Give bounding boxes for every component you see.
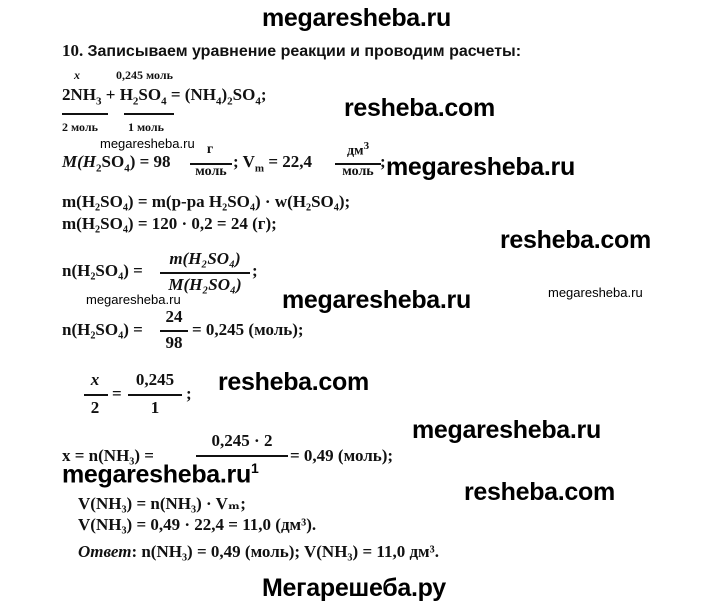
product: = $(NH_4)_2SO_4$; bbox=[170, 85, 267, 108]
proportion-den: 1 bbox=[150, 398, 160, 417]
equation-above-mol: 0,245 моль bbox=[116, 68, 173, 82]
volume-line-1: V(NH₃) = n(NH₃) · Vₘ; bbox=[78, 494, 246, 513]
answer-text: : n(NH₃) = 0,49 (моль); V(NH₃) = 11,0 дм³. bbox=[131, 542, 439, 561]
problem-number: 10. bbox=[62, 41, 84, 60]
proportion-x: x bbox=[90, 370, 100, 389]
problem-intro bbox=[62, 41, 521, 61]
final-lhs: x = n(NH₃) = bbox=[62, 446, 154, 465]
watermark-megaresheba-3: megaresheba.ru bbox=[412, 416, 601, 444]
molar-mass-value: = 98 bbox=[139, 152, 171, 171]
watermark-megaresheba-4: $megaresheba.ru^1$ bbox=[62, 460, 259, 489]
equation-above-x: x bbox=[74, 68, 80, 82]
problem-intro-text: Записываем уравнение реакции и проводим расчеты: bbox=[87, 43, 522, 60]
watermark-megaresheba-4-suffix: 1 bbox=[250, 460, 259, 476]
watermark-megaresheba-small-1: megaresheba.ru bbox=[100, 136, 195, 151]
molar-line-end: ; bbox=[380, 152, 386, 171]
molar-volume-line: ; $V_m = 22,4$ bbox=[233, 152, 312, 175]
proportion-left-bar bbox=[84, 394, 108, 396]
underline-h2so4 bbox=[124, 113, 174, 115]
final-result: = 0,49 (моль); bbox=[290, 446, 394, 465]
watermark-resheba-2: resheba.com bbox=[500, 226, 651, 254]
watermark-megaresheba-2: megaresheba.ru bbox=[282, 286, 471, 314]
watermark-resheba-1: resheba.com bbox=[344, 94, 495, 122]
molar-mass-line: $M(H_2SO_4) = 98$ bbox=[62, 152, 171, 175]
answer-line bbox=[78, 542, 439, 562]
watermark-resheba-4: resheba.com bbox=[464, 478, 615, 506]
amount-num: m(H₂SO₄) bbox=[169, 249, 241, 268]
molar-volume-unit-num: $дм^3$ bbox=[346, 140, 370, 159]
molar-mass-unit-num: г bbox=[206, 142, 214, 157]
header-watermark: megaresheba.ru bbox=[262, 4, 451, 32]
reaction-equation bbox=[62, 85, 267, 107]
mass-line-2: m(H₂SO₄) = 120 · 0,2 = 24 (г); bbox=[62, 214, 277, 233]
amount-result-2: = 0,245 (моль); bbox=[192, 320, 304, 339]
watermark-megaresheba-1: megaresheba.ru bbox=[386, 153, 575, 181]
equation-below-1mol: 1 моль bbox=[128, 120, 164, 134]
footer-watermark: Мегарешеба.ру bbox=[262, 574, 446, 602]
proportion-num: 0,245 bbox=[135, 370, 175, 389]
proportion-end: ; bbox=[186, 384, 192, 403]
amount-den: M(H₂SO₄) bbox=[168, 275, 242, 294]
amount-den-2: 98 bbox=[165, 333, 183, 352]
equation-below-2mol: 2 моль bbox=[62, 120, 98, 134]
proportion-right-bar bbox=[128, 394, 182, 396]
molar-volume-unit-den: моль bbox=[342, 164, 374, 179]
final-num: 0,245 · 2 bbox=[211, 431, 273, 450]
volume-line-2: V(NH₃) = 0,49 · 22,4 = 11,0 (дм³). bbox=[78, 515, 317, 534]
reactant-nh3: $2NH_3$ bbox=[62, 85, 102, 108]
watermark-resheba-3: resheba.com bbox=[218, 368, 369, 396]
amount-end: ; bbox=[252, 261, 258, 280]
reactant-h2so4: $H_2SO_4$ bbox=[119, 85, 167, 108]
amount-bar-2 bbox=[160, 330, 188, 332]
amount-num-2: 24 bbox=[165, 307, 183, 326]
underline-nh3 bbox=[62, 113, 108, 115]
amount-bar bbox=[160, 272, 250, 274]
proportion-two: 2 bbox=[90, 398, 100, 417]
watermark-megaresheba-small-2: megaresheba.ru bbox=[86, 292, 181, 307]
proportion-eq: = bbox=[112, 384, 122, 403]
plus-sign: + bbox=[105, 85, 116, 104]
molar-mass-unit-den: моль bbox=[195, 164, 227, 179]
answer-label: Ответ bbox=[78, 542, 132, 561]
watermark-megaresheba-small-3: megaresheba.ru bbox=[548, 285, 643, 300]
mass-line-1: m(H₂SO₄) = m(р-ра H₂SO₄) · w(H₂SO₄); bbox=[62, 192, 351, 211]
amount-lhs-2: n(H₂SO₄) = bbox=[62, 320, 143, 339]
final-bar bbox=[196, 455, 288, 457]
molar-mass-symbol: M(H bbox=[62, 152, 96, 171]
amount-lhs: n(H₂SO₄) = bbox=[62, 261, 143, 280]
molar-volume-value: = 22,4 bbox=[268, 152, 312, 171]
